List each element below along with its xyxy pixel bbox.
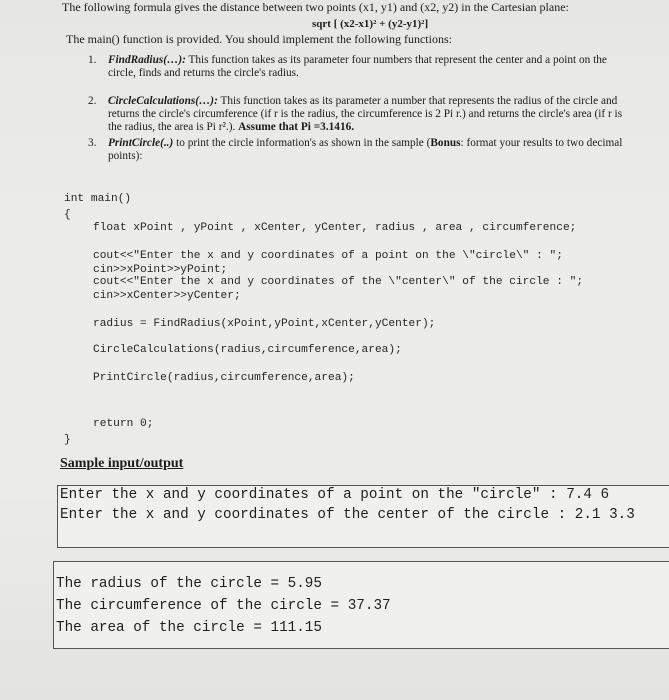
sample-output-line: The radius of the circle = 5.95 bbox=[56, 576, 322, 592]
list-number: 3. bbox=[88, 137, 97, 149]
sample-output-line: The area of the circle = 111.15 bbox=[56, 620, 322, 636]
code-line: radius = FindRadius(xPoint,yPoint,xCenter,yCenter); bbox=[93, 318, 436, 330]
function-name: FindRadius(…): bbox=[108, 54, 186, 66]
code-line: cout<<"Enter the x and y coordinates of a point on the \"circle\" : "; bbox=[93, 250, 563, 262]
bonus-description: : format your results to two decimal points): bbox=[108, 137, 623, 162]
function-name: CircleCalculations(…): bbox=[108, 95, 218, 107]
code-line: PrintCircle(radius,circumference,area); bbox=[93, 372, 355, 384]
code-line: } bbox=[64, 434, 71, 446]
code-line: int main() bbox=[64, 193, 132, 205]
list-number: 1. bbox=[88, 54, 97, 66]
function-description: This function takes as its parameter a number that represents the radius of the circle and returns the circle's circumference (if r is the radius, the circumference is 2 Pi r.) and returns the circle's area (if r is the radius, the area is Pi r².). bbox=[108, 95, 623, 133]
function-description: to print the circle information's as shown in the sample ( bbox=[173, 137, 431, 149]
intro-text: The following formula gives the distance between two points (x1, y1) and (x2, y2) in the Cartesian plane: bbox=[62, 0, 569, 14]
function-description: This function takes as its parameter four numbers that represent the center and a point on the circle, finds and returns the circle's radius. bbox=[108, 54, 607, 79]
code-line: cin>>xPoint>>yPoint; bbox=[93, 264, 228, 276]
distance-formula: sqrt [ (x2-x1)² + (y2-y1)²] bbox=[312, 18, 429, 30]
code-line: cin>>xCenter>>yCenter; bbox=[93, 290, 241, 302]
bonus-label: Bonus bbox=[430, 137, 461, 149]
sample-heading: Sample input/output bbox=[60, 456, 184, 471]
function-name: PrintCircle(..) bbox=[108, 137, 174, 149]
code-line: cout<<"Enter the x and y coordinates of the \"center\" of the circle : "; bbox=[93, 276, 584, 288]
code-line: CircleCalculations(radius,circumference,area); bbox=[93, 344, 402, 356]
pi-assumption: Assume that Pi =3.1416. bbox=[238, 121, 355, 133]
code-line: float xPoint , yPoint , xCenter, yCenter, radius , area , circumference; bbox=[93, 222, 577, 234]
main-description: The main() function is provided. You should implement the following functions: bbox=[66, 32, 452, 46]
sample-output-line: The circumference of the circle = 37.37 bbox=[56, 598, 391, 614]
list-number: 2. bbox=[88, 95, 97, 107]
code-line: return 0; bbox=[93, 418, 154, 430]
sample-input-line: Enter the x and y coordinates of a point on the "circle" : 7.4 6 bbox=[60, 487, 610, 503]
code-line: { bbox=[64, 209, 71, 221]
sample-input-line: Enter the x and y coordinates of the center of the circle : 2.1 3.3 bbox=[60, 507, 635, 523]
